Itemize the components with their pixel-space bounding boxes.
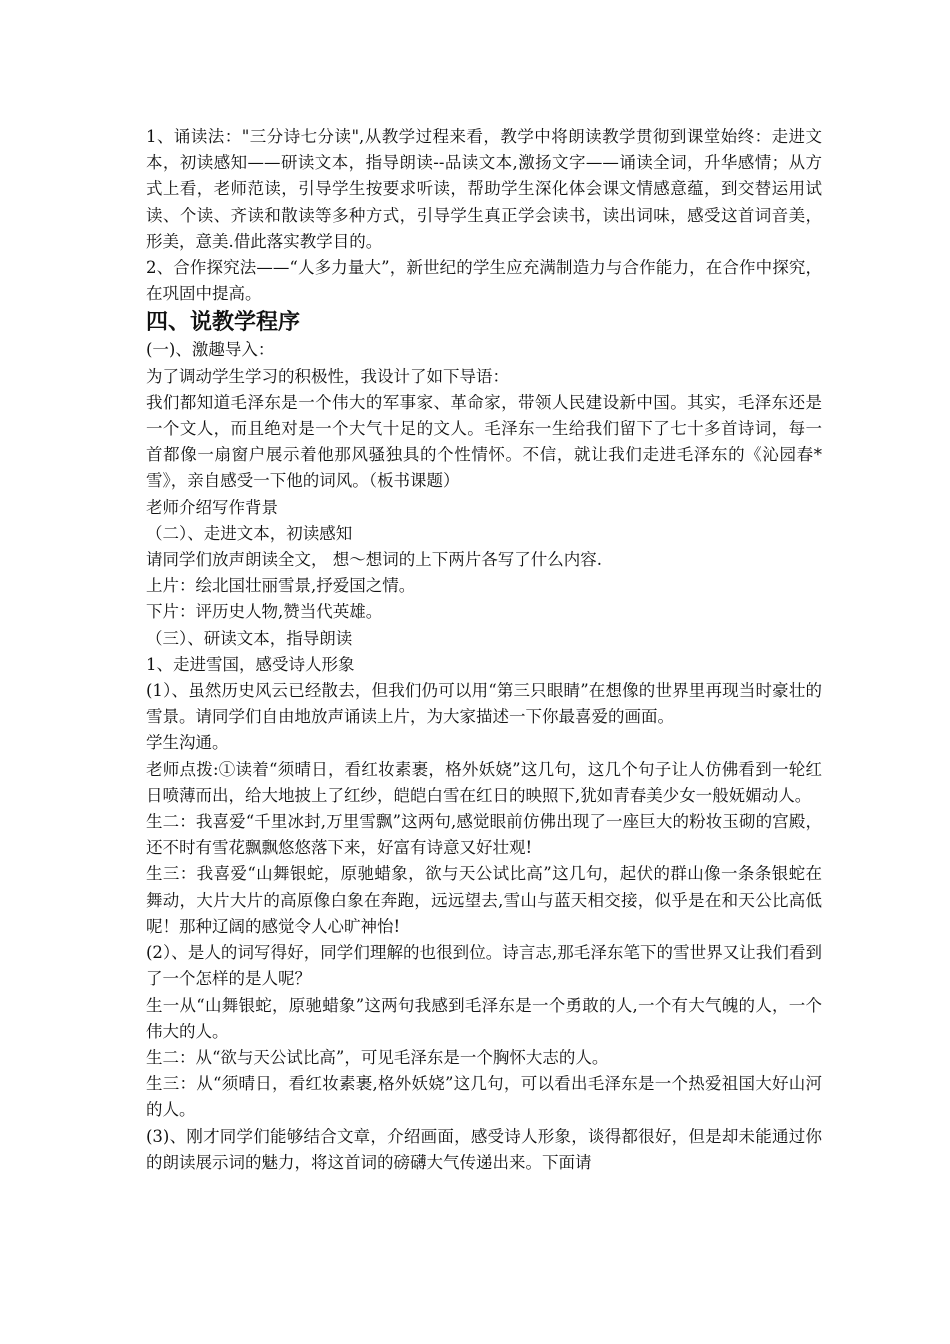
subheading-first-reading: （二）、走进文本，初读感知 <box>146 523 353 543</box>
paragraph-student-three: 生三：我喜爱“山舞银蛇，原驰蜡象，欲与天公试比高”这几句，起伏的群山像一条条银蛇在舞动，大片大片的高原像白象在奔跑，远远望去,雪山与蓝天相交接，似乎是在和天公比高低呢！那种辽阔的感觉令人心旷神怡! <box>146 864 822 936</box>
subheading-study-text: （三）、研读文本，指导朗读 <box>146 628 353 648</box>
paragraph-student-two: 生二：我喜爱“千里冰封,万里雪飘”这两句,感觉眼前仿佛出现了一座巨大的粉妆玉砌的宫殿，还不时有雪花飘飘悠悠落下来，好富有诗意又好壮观! <box>146 812 822 858</box>
paragraph-recitation-method: 1、诵读法："三分诗七分读",从教学过程来看，教学中将朗读教学贯彻到课堂始终：走进文本，初读感知——研读文本，指导朗读--品读文本,激扬文字——诵读全词，升华感情；从方式上看，老师范读，引导学生按要求听读，帮助学生深化体会课文情感意蕴，到交替运用试读、个读、齐读和散读等多种方式，引导学生真正学会读书，读出词味，感受这首词音美，形美，意美.借此落实教学目的。 <box>146 127 822 251</box>
paragraph-second-half: 下片：评历史人物,赞当代英雄。 <box>146 602 383 622</box>
paragraph-student-exchange: 学生沟通。 <box>146 733 229 753</box>
paragraph-background: 老师介绍写作背景 <box>146 497 278 517</box>
document-body <box>146 124 822 1176</box>
paragraph-intro-speech: 我们都知道毛泽东是一个伟大的军事家、革命家，带领人民建设新中国。其实，毛泽东还是一个文人，而且绝对是一个大气十足的文人。毛泽东一生给我们留下了七十多首诗词，每一首都像一扇窗户展示着他那风骚独具的个性情怀。不信，就让我们走进毛泽东的《沁园春*雪》，亲自感受一下他的词风。（板书课题） <box>146 392 822 491</box>
section-heading-teaching-procedure: 四、说教学程序 <box>146 309 301 336</box>
paragraph-intro-design: 为了调动学生学习的积极性，我设计了如下导语： <box>146 366 509 386</box>
paragraph-step-2: (2）、是人的词写得好，同学们理解的也很到位。诗言志,那毛泽东笔下的雪世界又让我们看到了一个怎样的是人呢？ <box>146 943 822 989</box>
paragraph-student-two-b: 生二：从“欲与天公试比高”，可见毛泽东是一个胸怀大志的人。 <box>146 1047 609 1067</box>
paragraph-student-one-b: 生一从“山舞银蛇，原驰蜡象”这两句我感到毛泽东是一个勇敢的人,一个有大气魄的人，一个伟大的人。 <box>146 995 822 1041</box>
paragraph-teacher-guidance: 老师点拨:①读着“须晴日，看红妆素裹，格外妖娆”这几句，这几个句子让人仿佛看到一轮红日喷薄而出，给大地披上了红纱，皑皑白雪在红日的映照下,犹如青春美少女一般妩媚动人。 <box>146 759 822 805</box>
subheading-snow-country: 1、走进雪国，感受诗人形象 <box>146 654 355 674</box>
paragraph-step-1: (1）、虽然历史风云已经散去，但我们仍可以用“第三只眼睛”在想像的世界里再现当时豪壮的雪景。请同学们自由地放声诵读上片，为大家描述一下你最喜爱的画面。 <box>146 681 822 727</box>
subheading-introduction: (一)、激趣导入： <box>146 340 275 360</box>
paragraph-step-3: (3)、刚才同学们能够结合文章，介绍画面，感受诗人形象，谈得都很好，但是却未能通过你的朗读展示词的魅力，将这首词的磅礴大气传递出来。下面请 <box>146 1126 822 1172</box>
paragraph-student-three-b: 生三：从“须晴日，看红妆素裹,格外妖娆”这几句，可以看出毛泽东是一个热爱祖国大好山河的人。 <box>146 1074 822 1120</box>
paragraph-cooperative-method: 2、合作探究法——“人多力量大”，新世纪的学生应充满制造力与合作能力，在合作中探究，在巩固中提高。 <box>146 258 822 304</box>
paragraph-read-aloud: 请同学们放声朗读全文， 想～想词的上下两片各写了什么内容. <box>146 550 602 570</box>
paragraph-first-half: 上片：绘北国壮丽雪景,抒爱国之情。 <box>146 576 416 596</box>
